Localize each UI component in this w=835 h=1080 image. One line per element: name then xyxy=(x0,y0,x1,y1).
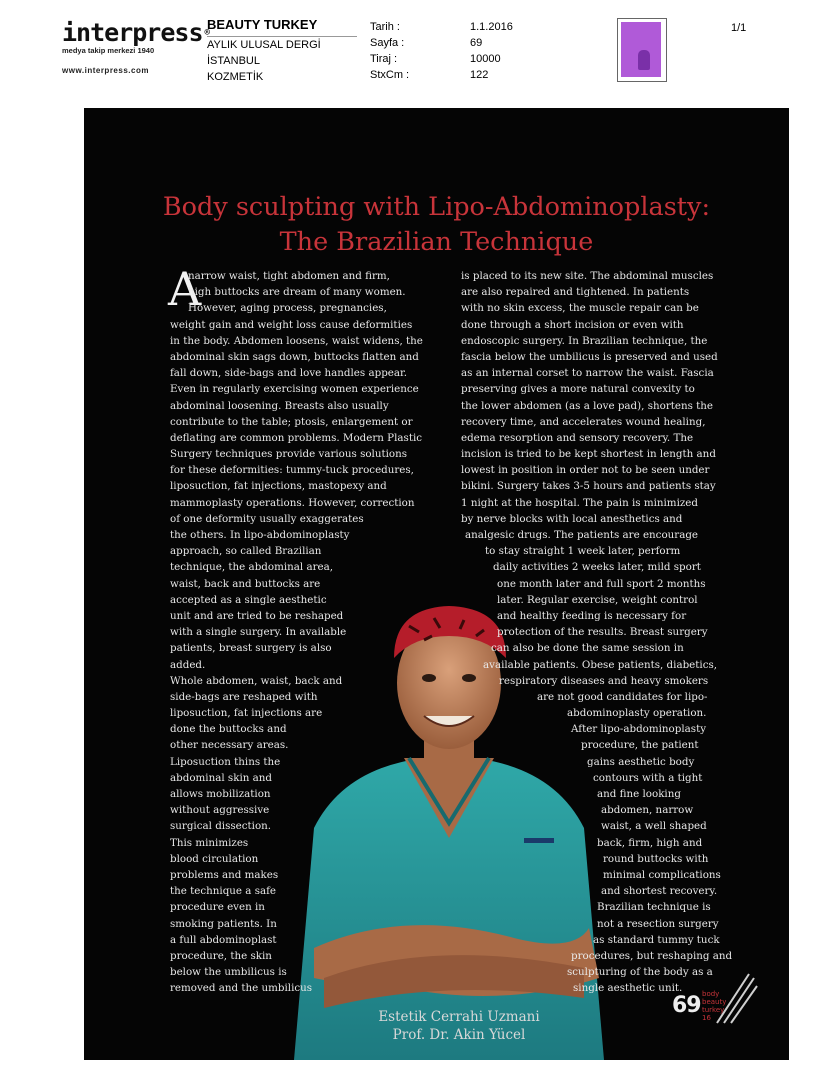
article-line: liposuction, fat injections, mastopexy and xyxy=(170,480,387,493)
article-line: respiratory diseases and heavy smokers xyxy=(499,674,709,687)
article-line: by nerve blocks with local anesthetics and xyxy=(461,512,683,525)
article-line: are also repaired and tightened. In patients xyxy=(461,286,690,299)
article-line: allows mobilization xyxy=(170,788,271,800)
article-line: abdominal skin sags down, buttocks flatten and xyxy=(170,350,419,363)
article-line: incision is tried to be kept shortest in length and xyxy=(461,448,716,461)
article-line: analgesic drugs. The patients are encourage xyxy=(465,529,699,541)
article-line: are not good candidates for lipo- xyxy=(537,690,708,703)
photo-caption xyxy=(334,1008,584,1044)
article-line: with no skin excess, the muscle repair can be xyxy=(461,302,699,315)
meta-row-circulation: Tiraj : 10000 xyxy=(370,53,501,65)
article-line: round buttocks with xyxy=(603,852,709,865)
article-line: not a resection surgery xyxy=(597,917,719,930)
article-line: done through a short incision or even with xyxy=(461,318,684,331)
article-line: accepted as a single aesthetic xyxy=(170,593,327,606)
article-line: contribute to the table; ptosis, enlargement or xyxy=(170,415,413,428)
article-line: preserving gives a more natural convexity to xyxy=(461,383,695,396)
article-line: However, aging process, pregnancies, xyxy=(188,302,387,315)
article-line: contours with a tight xyxy=(593,771,703,784)
article-line: waist, a well shaped xyxy=(601,820,707,833)
article-line: approach, so called Brazilian xyxy=(170,545,322,558)
logo-wordmark: interpress ® xyxy=(62,18,209,47)
article-line: recovery time, and accelerates wound healing, xyxy=(461,415,706,428)
logo-tagline: medya takip merkezi 1940 xyxy=(62,46,155,55)
article-line: problems and makes xyxy=(170,868,279,881)
article-line: back, firm, high and xyxy=(597,836,703,849)
article-line: fascia below the umbilicus is preserved and used xyxy=(461,350,718,363)
article-line: narrow waist, tight abdomen and firm, xyxy=(188,270,390,282)
article-line: high buttocks are dream of many women. xyxy=(188,286,406,299)
article-line: liposuction, fat injections are xyxy=(170,707,323,720)
article-line: abdominal loosening. Breasts also usually xyxy=(170,399,389,412)
drop-cap: A xyxy=(168,262,202,316)
meta-row-date: Tarih : 1.1.2016 xyxy=(370,21,513,33)
page-indicator: 1/1 xyxy=(731,22,747,34)
meta-row-stxcm: StxCm : 122 xyxy=(370,69,489,81)
interpress-logo xyxy=(62,18,209,78)
article-clipping xyxy=(84,108,789,1060)
article-line: can also be done the same session in xyxy=(491,642,684,655)
article-line: deflating are common problems. Modern Plastic xyxy=(170,431,423,444)
article-line: mammoplasty operations. However, correction xyxy=(170,496,415,509)
caption-name: Prof. Dr. Akin Yücel xyxy=(392,1027,526,1043)
article-line: Whole abdomen, waist, back and xyxy=(170,674,343,687)
article-line: Brazilian technique is xyxy=(597,901,711,914)
article-line: After lipo-abdominoplasty xyxy=(571,723,707,736)
article-line: abdominoplasty operation. xyxy=(567,707,707,720)
article-line: and fine looking xyxy=(597,788,681,800)
article-title: Body sculpting with Lipo-Abdominoplasty: The Brazilian Technique xyxy=(162,192,711,257)
publication-category: KOZMETİK xyxy=(207,71,264,83)
article-line: Even in regularly exercising women experience xyxy=(170,383,419,396)
article-column-right xyxy=(461,268,732,996)
article-line: surgical dissection. xyxy=(170,820,272,833)
article-line: 1 night at the hospital. The pain is minimized xyxy=(461,496,698,509)
article-line: technique, the abdominal area, xyxy=(170,561,334,574)
article-line: single aesthetic unit. xyxy=(573,982,683,995)
article-line: This minimizes xyxy=(170,836,249,849)
article-column-left xyxy=(170,268,423,996)
article-line: as an internal corset to narrow the waist. Fascia xyxy=(461,367,714,380)
article-line: side-bags are reshaped with xyxy=(170,690,318,703)
article-line: lowest in position in order not to be seen under xyxy=(461,464,710,477)
article-line: added. xyxy=(170,658,206,671)
article-line: removed and the umbilicus xyxy=(170,982,313,995)
article-line: sculpturing of the body as a xyxy=(567,966,713,979)
article-line: unit and are tried to be reshaped xyxy=(170,609,344,622)
article-line: procedure even in xyxy=(170,901,265,914)
article-line: bikini. Surgery takes 3-5 hours and patients stay xyxy=(461,480,716,493)
article-line: the technique a safe xyxy=(170,885,277,898)
article-line: one month later and full sport 2 months xyxy=(497,577,706,590)
article-line: fall down, side-bags and love handles appear. xyxy=(170,367,408,380)
article-line: patients, breast surgery is also xyxy=(170,642,332,655)
article-line: for these deformities: tummy-tuck procedures, xyxy=(170,464,414,477)
article-line: Liposuction thins the xyxy=(170,755,281,768)
article-line: the lower abdomen (as a love pad), shortens the xyxy=(461,399,714,412)
caption-title: Estetik Cerrahi Uzmani xyxy=(378,1009,540,1025)
article-line: the others. In lipo-abdominoplasty xyxy=(170,529,350,541)
article-line: is placed to its new site. The abdominal muscles xyxy=(461,270,714,282)
article-line: smoking patients. In xyxy=(170,917,277,930)
article-line: procedures, but reshaping and xyxy=(571,949,733,962)
article-line: blood circulation xyxy=(170,852,259,865)
article-line: weight gain and weight loss cause deformities xyxy=(170,318,413,331)
article-line: edema resorption and sensory recovery. The xyxy=(461,431,694,444)
magazine-brand: body beauty turkey 16 xyxy=(702,990,727,1022)
article-line: gains aesthetic body xyxy=(587,755,695,768)
article-line: with a single surgery. In available xyxy=(170,626,347,639)
article-line: to stay straight 1 week later, perform xyxy=(485,545,681,558)
article-line: abdomen, narrow xyxy=(601,804,694,817)
page-thumbnail[interactable] xyxy=(617,18,667,82)
article-line: done the buttocks and xyxy=(170,723,287,736)
logo-url: www.interpress.com xyxy=(62,66,149,75)
article-line: as standard tummy tuck xyxy=(593,933,720,946)
article-line: and shortest recovery. xyxy=(601,885,718,898)
article-line: daily activities 2 weeks later, mild sport xyxy=(493,561,701,574)
article-line: protection of the results. Breast surgery xyxy=(497,626,708,639)
article-line: later. Regular exercise, weight control xyxy=(497,593,698,606)
article-line: waist, back and buttocks are xyxy=(170,577,321,590)
article-line: in the body. Abdomen loosens, waist widens, the xyxy=(170,334,423,347)
article-line: and healthy feeding is necessary for xyxy=(497,609,687,622)
publication-info xyxy=(207,17,357,85)
article-line: below the umbilicus is xyxy=(170,966,287,979)
article-line: of one deformity usually exaggerates xyxy=(170,512,364,525)
publication-name: BEAUTY TURKEY xyxy=(207,17,357,37)
article-line: minimal complications xyxy=(603,868,721,881)
article-line: abdominal skin and xyxy=(170,771,272,784)
article-line: Surgery techniques provide various solutions xyxy=(170,448,408,461)
article-line: endoscopic surgery. In Brazilian technique, the xyxy=(461,334,708,347)
publication-city: İSTANBUL xyxy=(207,55,260,67)
article-line: procedure, the patient xyxy=(581,739,699,752)
article-line: without aggressive xyxy=(170,804,270,817)
meta-row-page: Sayfa : 69 xyxy=(370,37,483,49)
magazine-page-number: 69 xyxy=(672,993,701,1018)
article-line: procedure, the skin xyxy=(170,949,272,962)
article-line: other necessary areas. xyxy=(170,739,289,752)
article-line: available patients. Obese patients, diabetics, xyxy=(483,658,718,671)
clipping-meta xyxy=(370,19,513,83)
article-line: a full abdominoplast xyxy=(170,933,277,946)
publication-type: AYLIK ULUSAL DERGİ xyxy=(207,39,321,51)
